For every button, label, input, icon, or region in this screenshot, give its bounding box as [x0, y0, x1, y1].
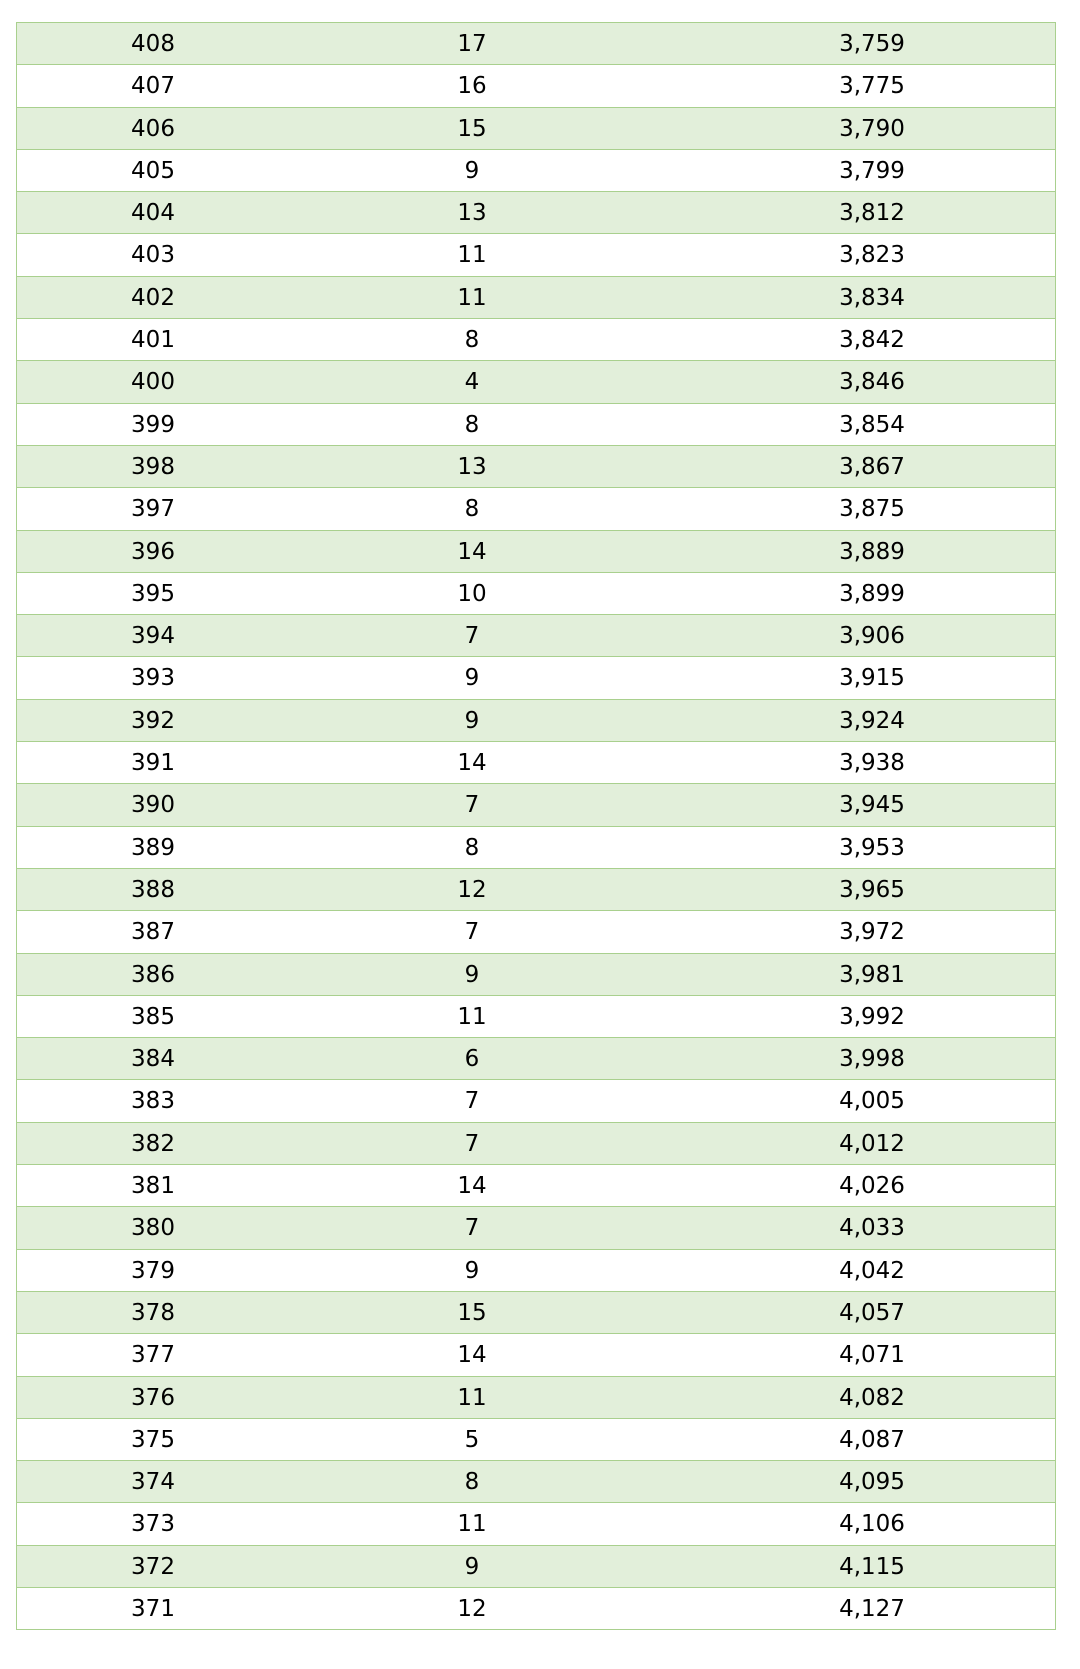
cell-col-3: 3,981: [839, 961, 905, 988]
cell-col-1: 375: [131, 1426, 175, 1453]
table-row: [16, 784, 1056, 826]
table-row: [16, 1250, 1056, 1292]
data-table: [16, 22, 1056, 1630]
cell-col-1: 390: [131, 792, 175, 819]
table-row: [16, 319, 1056, 361]
table-row: [16, 446, 1056, 488]
cell-col-2: 12: [457, 876, 487, 903]
cell-col-3: 4,106: [839, 1511, 905, 1538]
cell-col-1: 387: [131, 919, 175, 946]
cell-col-1: 389: [131, 834, 175, 861]
table-row: [16, 108, 1056, 150]
cell-col-1: 397: [131, 496, 175, 523]
cell-col-3: 3,834: [839, 284, 905, 311]
cell-col-3: 3,945: [839, 792, 905, 819]
cell-col-1: 391: [131, 750, 175, 777]
cell-col-2: 10: [457, 580, 487, 607]
cell-col-2: 11: [457, 242, 487, 269]
cell-col-1: 406: [131, 115, 175, 142]
cell-col-3: 4,115: [839, 1553, 905, 1580]
cell-col-2: 9: [464, 1257, 480, 1284]
cell-col-1: 388: [131, 876, 175, 903]
cell-col-3: 3,812: [839, 200, 905, 227]
table-row: [16, 1038, 1056, 1080]
table-row: [16, 1588, 1056, 1630]
table-row: [16, 361, 1056, 403]
cell-col-2: 14: [457, 1173, 487, 1200]
cell-col-3: 3,938: [839, 750, 905, 777]
cell-col-1: 395: [131, 580, 175, 607]
table-row: [16, 657, 1056, 699]
cell-col-1: 371: [131, 1595, 175, 1622]
cell-col-2: 16: [457, 73, 487, 100]
table-row: [16, 1292, 1056, 1334]
table-row: [16, 1207, 1056, 1249]
table-row: [16, 1461, 1056, 1503]
cell-col-1: 378: [131, 1299, 175, 1326]
cell-col-2: 9: [464, 1553, 480, 1580]
table-row: [16, 1503, 1056, 1545]
cell-col-2: 9: [464, 665, 480, 692]
cell-col-3: 3,992: [839, 1003, 905, 1030]
cell-col-3: 3,924: [839, 707, 905, 734]
cell-col-1: 376: [131, 1384, 175, 1411]
table-row: [16, 869, 1056, 911]
cell-col-2: 11: [457, 284, 487, 311]
cell-col-2: 7: [464, 919, 480, 946]
cell-col-2: 14: [457, 1342, 487, 1369]
table-row: [16, 488, 1056, 530]
cell-col-1: 384: [131, 1046, 175, 1073]
cell-col-3: 3,889: [839, 538, 905, 565]
table-row: [16, 1546, 1056, 1588]
cell-col-2: 8: [464, 834, 480, 861]
cell-col-2: 7: [464, 1215, 480, 1242]
cell-col-2: 11: [457, 1384, 487, 1411]
cell-col-1: 386: [131, 961, 175, 988]
cell-col-2: 7: [464, 1130, 480, 1157]
cell-col-1: 385: [131, 1003, 175, 1030]
table-row: [16, 911, 1056, 953]
cell-col-3: 4,033: [839, 1215, 905, 1242]
cell-col-3: 4,042: [839, 1257, 905, 1284]
cell-col-3: 3,953: [839, 834, 905, 861]
cell-col-3: 4,026: [839, 1173, 905, 1200]
cell-col-1: 379: [131, 1257, 175, 1284]
cell-col-1: 403: [131, 242, 175, 269]
cell-col-2: 5: [464, 1426, 480, 1453]
cell-col-1: 405: [131, 157, 175, 184]
cell-col-2: 15: [457, 1299, 487, 1326]
cell-col-2: 14: [457, 750, 487, 777]
cell-col-2: 14: [457, 538, 487, 565]
cell-col-3: 3,915: [839, 665, 905, 692]
cell-col-1: 382: [131, 1130, 175, 1157]
table-row: [16, 65, 1056, 107]
cell-col-3: 4,095: [839, 1469, 905, 1496]
cell-col-2: 7: [464, 623, 480, 650]
table-row: [16, 404, 1056, 446]
cell-col-3: 4,005: [839, 1088, 905, 1115]
cell-col-2: 7: [464, 1088, 480, 1115]
cell-col-2: 17: [457, 31, 487, 57]
cell-col-3: 3,842: [839, 327, 905, 354]
cell-col-3: 4,012: [839, 1130, 905, 1157]
cell-col-2: 13: [457, 200, 487, 227]
cell-col-3: 3,759: [839, 31, 905, 57]
cell-col-2: 12: [457, 1595, 487, 1622]
table-row: [16, 742, 1056, 784]
cell-col-2: 7: [464, 792, 480, 819]
table-row: [16, 700, 1056, 742]
cell-col-2: 9: [464, 961, 480, 988]
cell-col-1: 398: [131, 453, 175, 480]
cell-col-3: 3,823: [839, 242, 905, 269]
cell-col-3: 3,875: [839, 496, 905, 523]
table-row: [16, 1123, 1056, 1165]
cell-col-1: 373: [131, 1511, 175, 1538]
cell-col-3: 4,082: [839, 1384, 905, 1411]
cell-col-2: 9: [464, 157, 480, 184]
cell-col-1: 380: [131, 1215, 175, 1242]
cell-col-1: 383: [131, 1088, 175, 1115]
table-row: [16, 1334, 1056, 1376]
cell-col-2: 11: [457, 1511, 487, 1538]
cell-col-3: 3,846: [839, 369, 905, 396]
table-row: [16, 573, 1056, 615]
cell-col-3: 4,087: [839, 1426, 905, 1453]
cell-col-2: 8: [464, 411, 480, 438]
cell-col-1: 394: [131, 623, 175, 650]
cell-col-3: 3,972: [839, 919, 905, 946]
table-row: [16, 234, 1056, 276]
table-row: [16, 531, 1056, 573]
cell-col-1: 401: [131, 327, 175, 354]
table-row: [16, 954, 1056, 996]
table-row: [16, 1419, 1056, 1461]
cell-col-1: 372: [131, 1553, 175, 1580]
cell-col-2: 15: [457, 115, 487, 142]
table-row: [16, 277, 1056, 319]
cell-col-2: 8: [464, 496, 480, 523]
cell-col-2: 8: [464, 1469, 480, 1496]
cell-col-2: 4: [464, 369, 480, 396]
table-row: [16, 1165, 1056, 1207]
table-row: [16, 1080, 1056, 1122]
cell-col-1: 396: [131, 538, 175, 565]
cell-col-1: 404: [131, 200, 175, 227]
cell-col-3: 3,775: [839, 73, 905, 100]
cell-col-3: 3,867: [839, 453, 905, 480]
table-row: [16, 192, 1056, 234]
cell-col-2: 6: [464, 1046, 480, 1073]
cell-col-1: 374: [131, 1469, 175, 1496]
cell-col-2: 9: [464, 707, 480, 734]
cell-col-1: 377: [131, 1342, 175, 1369]
cell-col-1: 399: [131, 411, 175, 438]
cell-col-1: 400: [131, 369, 175, 396]
cell-col-3: 3,854: [839, 411, 905, 438]
cell-col-1: 381: [131, 1173, 175, 1200]
cell-col-3: 4,071: [839, 1342, 905, 1369]
cell-col-3: 4,057: [839, 1299, 905, 1326]
cell-col-1: 402: [131, 284, 175, 311]
cell-col-3: 4,127: [839, 1595, 905, 1622]
table-row: [16, 23, 1056, 65]
table-row: [16, 1377, 1056, 1419]
cell-col-1: 407: [131, 73, 175, 100]
cell-col-3: 3,790: [839, 115, 905, 142]
table-row: [16, 996, 1056, 1038]
cell-col-3: 3,998: [839, 1046, 905, 1073]
cell-col-1: 408: [131, 31, 175, 57]
cell-col-1: 393: [131, 665, 175, 692]
cell-col-3: 3,899: [839, 580, 905, 607]
cell-col-2: 8: [464, 327, 480, 354]
cell-col-1: 392: [131, 707, 175, 734]
table-row: [16, 827, 1056, 869]
cell-col-2: 11: [457, 1003, 487, 1030]
table-row: [16, 150, 1056, 192]
table-row: [16, 615, 1056, 657]
cell-col-3: 3,799: [839, 157, 905, 184]
cell-col-3: 3,906: [839, 623, 905, 650]
cell-col-2: 13: [457, 453, 487, 480]
cell-col-3: 3,965: [839, 876, 905, 903]
